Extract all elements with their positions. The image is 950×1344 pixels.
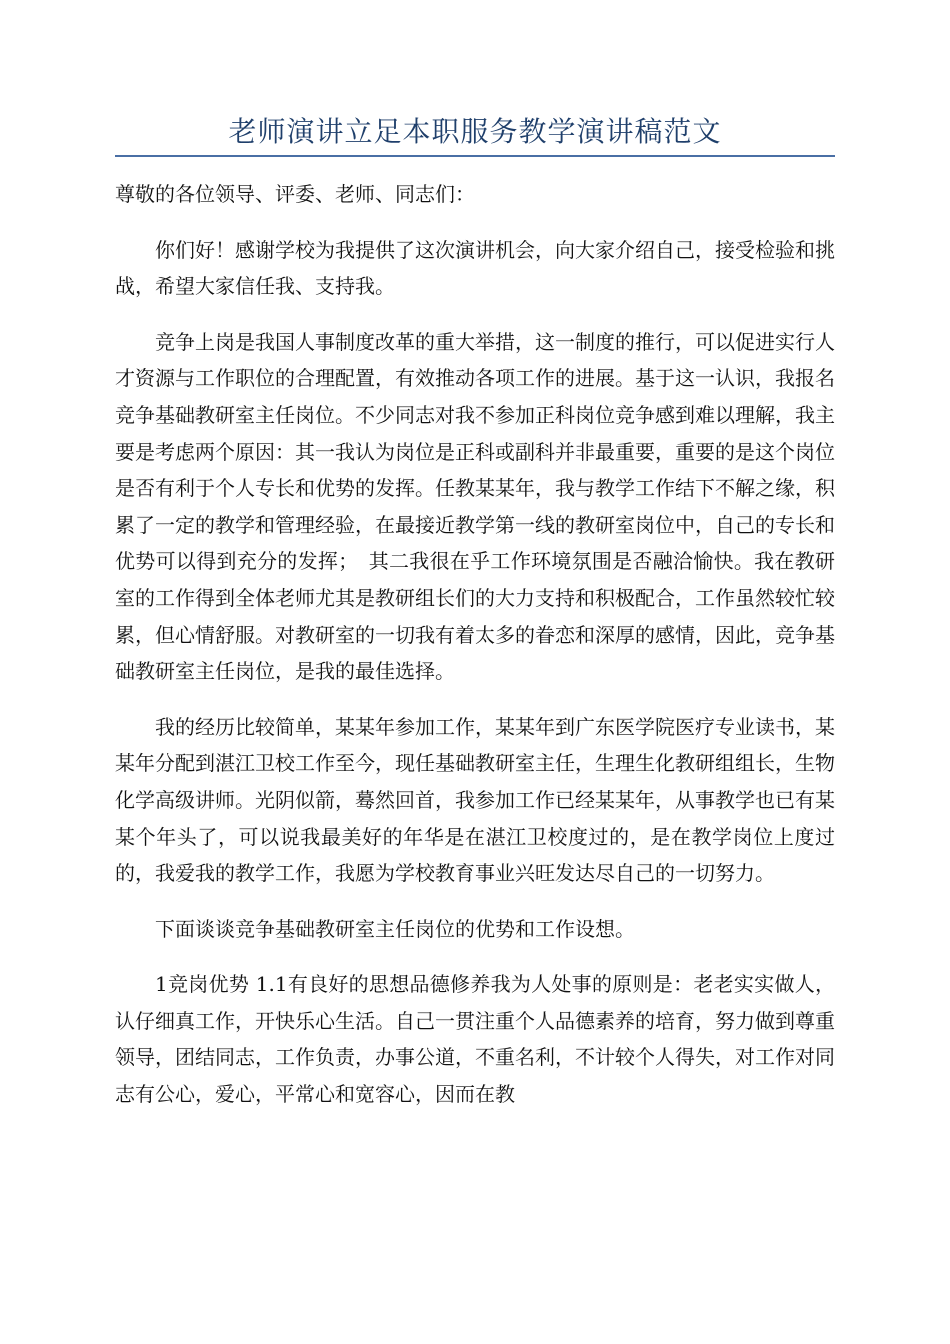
paragraph-greeting: 你们好！感谢学校为我提供了这次演讲机会，向大家介绍自己，接受检验和挑战，希望大家信任我、支持我。 — [115, 237, 835, 299]
title-underline — [115, 155, 835, 157]
salutation: 尊敬的各位领导、评委、老师、同志们： — [115, 182, 475, 206]
paragraph-transition: 下面谈谈竞争基础教研室主任岗位的优势和工作设想。 — [155, 916, 635, 941]
paragraph-experience: 我的经历比较简单，某某年参加工作，某某年到广东医学院医疗专业读书，某某年分配到湛江卫校工作至今，现任基础教研室主任，生理生化教研组组长，生物化学高级讲师。光阴似箭，蓦然回首，我参加工作已经某某年，从事教学也已有某某个年头了，可以说我最美好的年华是在湛江卫校度过的，是在教学岗位上度过的，我爱我的教学工作，我愿为学校教育事业兴旺发达尽自己的一切努力。 — [115, 714, 835, 886]
document-title: 老师演讲立足本职服务教学演讲稿范文 — [228, 115, 722, 148]
paragraph-advantages: 1竞岗优势 1.1有良好的思想品德修养我为人处事的原则是：老老实实做人，认仔细真工作，开快乐心生活。自己一贯注重个人品德素养的培育，努力做到尊重领导，团结同志，工作负责，办事公道，不重名利，不计较个人得失，对工作对同志有公心，爱心，平常心和宽容心，因而在教 — [115, 972, 835, 1107]
paragraph-reasons: 竞争上岗是我国人事制度改革的重大举措，这一制度的推行，可以促进实行人才资源与工作职位的合理配置，有效推动各项工作的进展。基于这一认识，我报名竞争基础教研室主任岗位。不少同志对我不参加正科岗位竞争感到难以理解，我主要是考虑两个原因：其一我认为岗位是正科或副科并非最重要，重要的是这个岗位是否有利于个人专长和优势的发挥。任教某某年，我与教学工作结下不解之缘，积累了一定的教学和管理经验，在最接近教学第一线的教研室岗位中，自己的专长和优势可以得到充分的发挥； 其二我很在乎工作环境氛围是否融洽愉快。我在教研室的工作得到全体老师尤其是教研组长们的大力支持和积极配合，工作虽然较忙较累，但心情舒服。对教研室的一切我有着太多的眷恋和深厚的感情，因此，竞争基础教研室主任岗位，是我的最佳选择。 — [115, 329, 835, 684]
document-body — [115, 176, 835, 1132]
